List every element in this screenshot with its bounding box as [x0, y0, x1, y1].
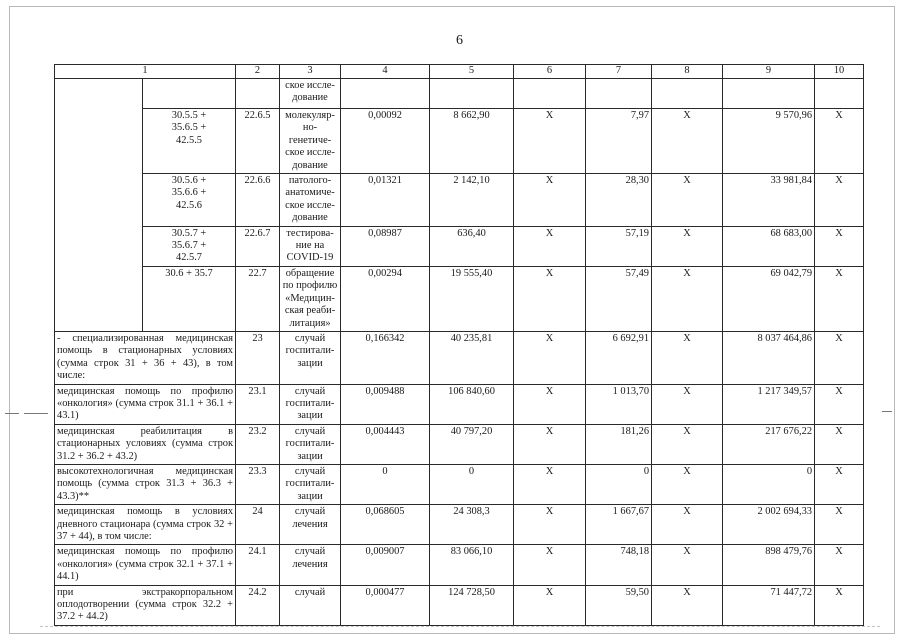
edge-mark-left-inner	[24, 413, 48, 414]
value-col9: 69 042,79	[723, 266, 815, 331]
mark-col10: X	[815, 109, 864, 174]
value-col7: 748,18	[586, 545, 652, 585]
mark-col10: X	[815, 174, 864, 227]
mark-col6: X	[514, 545, 586, 585]
table-row	[55, 384, 864, 424]
mark-col6: X	[514, 384, 586, 424]
table-row	[55, 331, 864, 384]
value-col7: 57,49	[586, 266, 652, 331]
mark-col10: X	[815, 384, 864, 424]
mark-col6: X	[514, 174, 586, 227]
footer-scan-line	[40, 626, 880, 629]
row-number-cell: 22.6.6	[236, 174, 280, 227]
edge-mark-right	[882, 411, 892, 412]
value-col4: 0,009488	[341, 384, 430, 424]
value-col4: 0,068605	[341, 505, 430, 545]
unit-cell: случай госпитали- зации	[280, 384, 341, 424]
value-col4: 0,009007	[341, 545, 430, 585]
unit-cell: молекуляр- но- генетиче- ское иссле- дование	[280, 109, 341, 174]
unit-cell: случай госпитали- зации	[280, 464, 341, 504]
value-col5: 636,40	[430, 226, 514, 266]
row-number-cell: 22.6.7	[236, 226, 280, 266]
row-number-cell: 22.6.5	[236, 109, 280, 174]
value-col5: 2 142,10	[430, 174, 514, 227]
mark-col6: X	[514, 266, 586, 331]
unit-cell: случай госпитали- зации	[280, 424, 341, 464]
code-cell: 30.5.7 + 35.6.7 + 42.5.7	[143, 226, 236, 266]
unit-cell: тестирова- ние на COVID-19	[280, 226, 341, 266]
table-row	[55, 226, 864, 266]
row-description-cell: медицинская реабилитация в стационарных условиях (сумма строк 31.2 + 36.2 + 43.2)	[55, 424, 236, 464]
table-row	[55, 424, 864, 464]
mark-col10: X	[815, 424, 864, 464]
value-col7: 7,97	[586, 109, 652, 174]
value-col5: 40 797,20	[430, 424, 514, 464]
value-col9: 2 002 694,33	[723, 505, 815, 545]
empty-col4	[341, 79, 430, 109]
empty-col7	[586, 79, 652, 109]
table-row	[55, 585, 864, 625]
mark-col8: X	[652, 266, 723, 331]
mark-col8: X	[652, 505, 723, 545]
unit-cell: случай лечения	[280, 505, 341, 545]
mark-col10: X	[815, 585, 864, 625]
row-number-cell: 24.2	[236, 585, 280, 625]
row-description-cell: медицинская помощь по профилю «онкология» (сумма строк 31.1 + 36.1 + 43.1)	[55, 384, 236, 424]
value-col7: 28,30	[586, 174, 652, 227]
table-row	[55, 266, 864, 331]
mark-col8: X	[652, 585, 723, 625]
column-number-row	[55, 65, 864, 79]
mark-col8: X	[652, 226, 723, 266]
row-number-cell: 24	[236, 505, 280, 545]
value-col5: 8 662,90	[430, 109, 514, 174]
unit-cell: случай	[280, 585, 341, 625]
value-col4: 0,000477	[341, 585, 430, 625]
mark-col6: X	[514, 585, 586, 625]
col-header-1: 1	[55, 65, 236, 79]
mark-col8: X	[652, 424, 723, 464]
table-row	[55, 505, 864, 545]
col-header-10: 10	[815, 65, 864, 79]
value-col9: 68 683,00	[723, 226, 815, 266]
table-row	[55, 545, 864, 585]
mark-col10: X	[815, 464, 864, 504]
mark-col6: X	[514, 109, 586, 174]
mark-col8: X	[652, 331, 723, 384]
mark-col10: X	[815, 226, 864, 266]
value-col5: 83 066,10	[430, 545, 514, 585]
value-col7: 1 013,70	[586, 384, 652, 424]
row-description-cell: высокотехнологичная медицинская помощь (сумма строк 31.3 + 36.3 + 43.3)**	[55, 464, 236, 504]
value-col9: 1 217 349,57	[723, 384, 815, 424]
value-col5: 124 728,50	[430, 585, 514, 625]
mark-col8: X	[652, 109, 723, 174]
unit-cell: ское иссле- дование	[280, 79, 341, 109]
value-col9: 898 479,76	[723, 545, 815, 585]
col-header-4: 4	[341, 65, 430, 79]
row-description-cell: медицинская помощь в условиях дневного стационара (сумма строк 32 + 37 + 44), в том числе:	[55, 505, 236, 545]
mark-col6: X	[514, 464, 586, 504]
col-header-5: 5	[430, 65, 514, 79]
row-number-cell: 23	[236, 331, 280, 384]
value-col9: 0	[723, 464, 815, 504]
mark-col6: X	[514, 226, 586, 266]
mark-col10: X	[815, 505, 864, 545]
mark-col10: X	[815, 331, 864, 384]
row-number-cell: 23.1	[236, 384, 280, 424]
value-col9: 217 676,22	[723, 424, 815, 464]
mark-col10: X	[815, 545, 864, 585]
table-row	[55, 109, 864, 174]
col-header-8: 8	[652, 65, 723, 79]
value-col7: 181,26	[586, 424, 652, 464]
value-col9: 33 981,84	[723, 174, 815, 227]
value-col9: 71 447,72	[723, 585, 815, 625]
edge-mark-left	[5, 413, 19, 414]
value-col4: 0,00092	[341, 109, 430, 174]
col-header-3: 3	[280, 65, 341, 79]
unit-cell: случай госпитали- зации	[280, 331, 341, 384]
row-number-cell: 23.2	[236, 424, 280, 464]
table-row	[55, 464, 864, 504]
row-description-cell: при экстракорпоральном оплодотворении (сумма строк 32.2 + 37.2 + 44.2)	[55, 585, 236, 625]
mark-col6: X	[514, 505, 586, 545]
table-row	[55, 79, 864, 109]
mark-col6: X	[514, 331, 586, 384]
value-col9: 8 037 464,86	[723, 331, 815, 384]
empty-col6	[514, 79, 586, 109]
value-col5: 40 235,81	[430, 331, 514, 384]
unit-cell: патолого- анатомиче- ское иссле- дование	[280, 174, 341, 227]
empty-col5	[430, 79, 514, 109]
row-number-cell: 24.1	[236, 545, 280, 585]
col-header-2: 2	[236, 65, 280, 79]
value-col7: 6 692,91	[586, 331, 652, 384]
value-col4: 0,00294	[341, 266, 430, 331]
code-cell: 30.6 + 35.7	[143, 266, 236, 331]
table-row	[55, 174, 864, 227]
value-col4: 0,08987	[341, 226, 430, 266]
mark-col8: X	[652, 545, 723, 585]
value-col7: 57,19	[586, 226, 652, 266]
value-col7: 59,50	[586, 585, 652, 625]
value-col9: 9 570,96	[723, 109, 815, 174]
value-col4: 0	[341, 464, 430, 504]
value-col5: 106 840,60	[430, 384, 514, 424]
mark-col8: X	[652, 174, 723, 227]
value-col7: 1 667,67	[586, 505, 652, 545]
empty-col8	[652, 79, 723, 109]
mark-col8: X	[652, 464, 723, 504]
data-table	[54, 64, 864, 626]
row-description-cell: медицинская помощь по профилю «онкология» (сумма строк 32.1 + 37.1 + 44.1)	[55, 545, 236, 585]
value-col5: 24 308,3	[430, 505, 514, 545]
code-cell: 30.5.5 + 35.6.5 + 42.5.5	[143, 109, 236, 174]
value-col4: 0,01321	[341, 174, 430, 227]
col-header-7: 7	[586, 65, 652, 79]
mark-col10: X	[815, 266, 864, 331]
row-description-cell: - специализированная медицинская помощь в стационарных условиях (сумма строк 31 + 36 + 43), в том числе:	[55, 331, 236, 384]
row-number-cell: 22.7	[236, 266, 280, 331]
mark-col6: X	[514, 424, 586, 464]
value-col4: 0,166342	[341, 331, 430, 384]
value-col5: 19 555,40	[430, 266, 514, 331]
empty-col9	[723, 79, 815, 109]
row-number-cell: 23.3	[236, 464, 280, 504]
code-cell: 30.5.6 + 35.6.6 + 42.5.6	[143, 174, 236, 227]
group-spacer-cell	[55, 79, 143, 332]
empty-col10	[815, 79, 864, 109]
row-number-cell	[236, 79, 280, 109]
col-header-9: 9	[723, 65, 815, 79]
col-header-6: 6	[514, 65, 586, 79]
unit-cell: обращение по профилю «Медицин- ская реаби- литация»	[280, 266, 341, 331]
value-col4: 0,004443	[341, 424, 430, 464]
value-col7: 0	[586, 464, 652, 504]
mark-col8: X	[652, 384, 723, 424]
code-cell	[143, 79, 236, 109]
unit-cell: случай лечения	[280, 545, 341, 585]
value-col5: 0	[430, 464, 514, 504]
page-number: 6	[456, 33, 463, 48]
